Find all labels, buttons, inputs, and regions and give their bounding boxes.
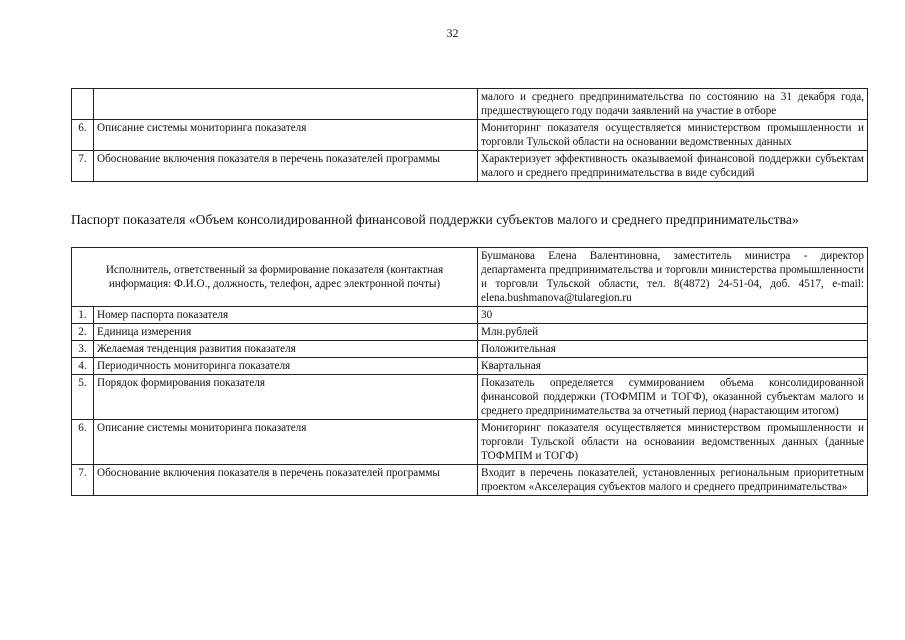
row-number xyxy=(72,89,94,120)
row-label: Желаемая тенденция развития показателя xyxy=(94,341,478,358)
row-number: 2. xyxy=(72,324,94,341)
table-row xyxy=(72,465,868,496)
indicator-passport-table xyxy=(71,247,868,496)
row-number: 3. xyxy=(72,341,94,358)
row-value: Входит в перечень показателей, установленных региональным приоритетным проектом «Акселерация субъектов малого и среднего предпринимательства» xyxy=(478,465,868,496)
row-label xyxy=(94,89,478,120)
indicator-table-continuation xyxy=(71,88,868,182)
responsible-label: Исполнитель, ответственный за формирование показателя (контактная информация: Ф.И.О., должность, телефон, адрес электронной почты) xyxy=(72,248,478,307)
table-row xyxy=(72,341,868,358)
row-number: 7. xyxy=(72,151,94,182)
row-number: 6. xyxy=(72,420,94,465)
row-number: 4. xyxy=(72,358,94,375)
section-title: Паспорт показателя «Объем консолидированной финансовой поддержки субъектов малого и среднего предпринимательства» xyxy=(71,212,799,227)
row-label: Порядок формирования показателя xyxy=(94,375,478,420)
row-value: малого и среднего предпринимательства по состоянию на 31 декабря года, предшествующего году подачи заявлений на участие в отборе xyxy=(478,89,868,120)
table-row xyxy=(72,307,868,324)
row-value: Млн.рублей xyxy=(478,324,868,341)
table-row xyxy=(72,358,868,375)
row-value: Квартальная xyxy=(478,358,868,375)
page-number: 32 xyxy=(446,26,459,40)
row-label: Обоснование включения показателя в перечень показателей программы xyxy=(94,465,478,496)
row-value: Показатель определяется суммированием объема консолидированной финансовой поддержки (ТОФМПМ и ТОГФ), оказанной субъектам малого и среднего предпринимательства за отчетный период (нарастающим итогом) xyxy=(478,375,868,420)
row-value: Мониторинг показателя осуществляется министерством промышленности и торговли Тульской области на основании ведомственных данных xyxy=(478,120,868,151)
row-label: Описание системы мониторинга показателя xyxy=(94,120,478,151)
table-row xyxy=(72,120,868,151)
row-value: Мониторинг показателя осуществляется министерством промышленности и торговли Тульской области на основании ведомственных данных (данные ТОФМПМ и ТОГФ) xyxy=(478,420,868,465)
table-row xyxy=(72,420,868,465)
row-number: 5. xyxy=(72,375,94,420)
table-row xyxy=(72,89,868,120)
table-row xyxy=(72,324,868,341)
row-number: 1. xyxy=(72,307,94,324)
table-row xyxy=(72,151,868,182)
table-row xyxy=(72,375,868,420)
row-number: 7. xyxy=(72,465,94,496)
row-label: Периодичность мониторинга показателя xyxy=(94,358,478,375)
row-value: Положительная xyxy=(478,341,868,358)
row-number: 6. xyxy=(72,120,94,151)
header-row xyxy=(72,248,868,307)
responsible-contact: Бушманова Елена Валентиновна, заместитель министра - директор департамента предпринимательства и торговли министерства промышленности и торговли Тульской области, тел. 8(4872) 24-51-04, доб. 4517, e-mail: elena.bushmanova@tularegion.ru xyxy=(478,248,868,307)
row-label: Единица измерения xyxy=(94,324,478,341)
row-label: Обоснование включения показателя в перечень показателей программы xyxy=(94,151,478,182)
row-label: Номер паспорта показателя xyxy=(94,307,478,324)
row-value: Характеризует эффективность оказываемой финансовой поддержки субъектам малого и среднего предпринимательства в виде субсидий xyxy=(478,151,868,182)
row-label: Описание системы мониторинга показателя xyxy=(94,420,478,465)
row-value: 30 xyxy=(478,307,868,324)
